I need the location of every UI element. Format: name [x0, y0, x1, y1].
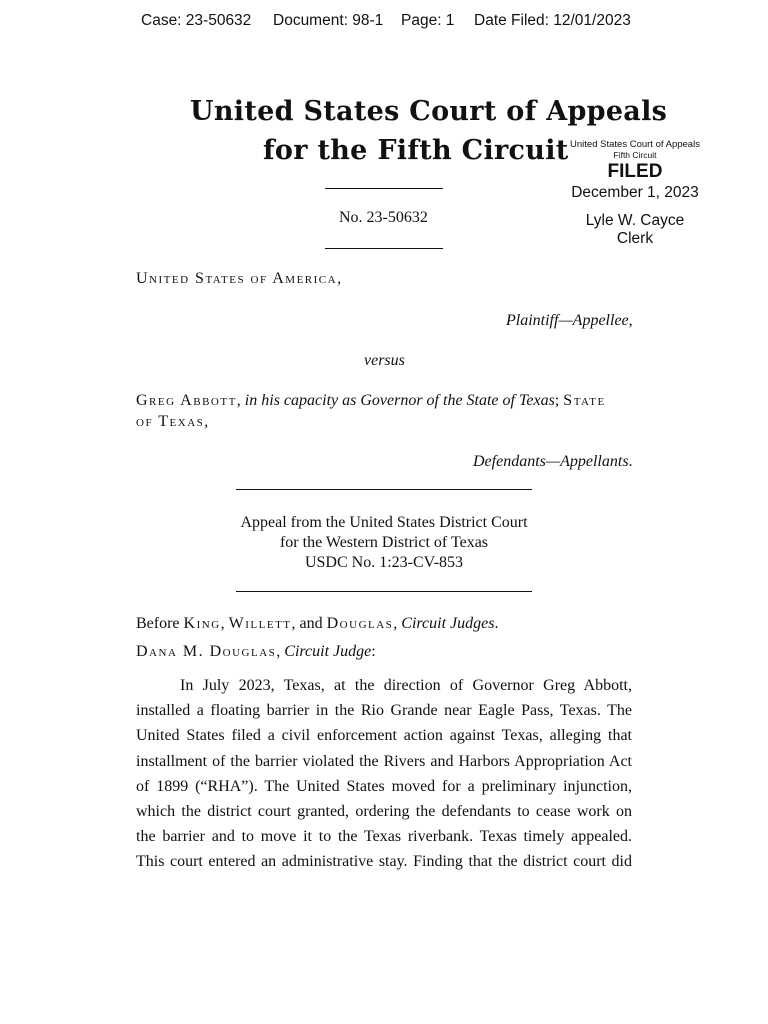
- opinion-line: of 1899 (“RHA”). The United States moved for a preliminary injunction,: [136, 777, 632, 795]
- opinion-line: which the district court granted, ordering the defendants to cease work on: [136, 802, 632, 820]
- divider: [236, 591, 532, 592]
- document-number-header: Document: 98-1: [273, 12, 384, 29]
- divider: [236, 489, 532, 490]
- defendant-role-punct: .: [628, 453, 633, 470]
- panel-sep1: ,: [220, 615, 229, 632]
- author-sep: ,: [276, 643, 285, 660]
- versus: versus: [364, 352, 405, 369]
- appeal-line1: Appeal from the United States District Court: [240, 514, 528, 531]
- appeal-line3: USDC No. 1:23-CV-853: [304, 554, 464, 571]
- stamp-filed: FILED: [607, 161, 663, 182]
- case-number: No. 23-50632: [339, 209, 428, 226]
- panel-end: .: [494, 615, 499, 632]
- defendant-line2: of Texas,: [136, 413, 210, 430]
- defendant-name: Greg Abbott: [136, 392, 237, 409]
- opinion-text: [136, 676, 632, 878]
- opinion-line: This court entered an administrative stay. Finding that the district court did: [136, 853, 632, 871]
- plaintiff-role: [506, 312, 633, 330]
- defendant-capacity: in his capacity as Governor of the State of Texas: [244, 392, 555, 409]
- stamp-clerk-name: Lyle W. Cayce: [585, 212, 685, 229]
- panel-sep2: , and: [291, 615, 327, 632]
- defendant-role-text: Defendants—Appellants: [473, 453, 629, 470]
- author-title: Circuit Judge: [284, 643, 372, 660]
- defendant-state: State: [563, 392, 606, 409]
- panel-title: Circuit Judges: [401, 615, 495, 632]
- defendant-role: [473, 453, 633, 471]
- appeal-line2: for the Western District of Texas: [279, 534, 489, 551]
- court-title-line2: for the Fifth Circuit: [263, 135, 569, 166]
- divider: [325, 188, 443, 189]
- page-number-header: Page: 1: [401, 12, 455, 29]
- opinion-line: installed a floating barrier in the Rio Grande near Eagle Pass, Texas. The: [136, 702, 632, 720]
- author-line: [136, 643, 376, 661]
- defendant-semicolon: ;: [554, 392, 564, 409]
- plaintiff-name: United States of America,: [136, 270, 343, 287]
- court-title-line1: United States Court of Appeals: [190, 96, 668, 127]
- opinion-line: the barrier and to move it to the Texas riverbank. Texas timely appealed.: [136, 828, 632, 846]
- opinion-line: installment of the barrier violated the Rivers and Harbors Appropriation Act: [136, 752, 632, 770]
- before-label: Before: [136, 615, 184, 632]
- author-name: Dana M. Douglas: [136, 643, 277, 660]
- case-number-header: Case: 23-50632: [141, 12, 252, 29]
- defendant-sep: ,: [236, 392, 245, 409]
- plaintiff-role-punct: ,: [628, 312, 633, 329]
- docket-header: [0, 12, 768, 34]
- opinion-line: United States filed a civil enforcement action against Texas, alleging that: [136, 727, 632, 745]
- stamp-date: December 1, 2023: [571, 184, 699, 201]
- plaintiff-role-text: Plaintiff—Appellee: [506, 312, 629, 329]
- panel-line: [136, 615, 498, 633]
- judge-king: King: [183, 615, 221, 632]
- opinion-line: In July 2023, Texas, at the direction of Governor Greg Abbott,: [180, 677, 632, 694]
- date-filed-header: Date Filed: 12/01/2023: [474, 12, 631, 29]
- defendant-line1: [136, 392, 606, 410]
- stamp-circuit: Fifth Circuit: [613, 150, 657, 160]
- judge-douglas: Douglas: [326, 615, 394, 632]
- judge-willett: Willett: [228, 615, 292, 632]
- stamp-court: United States Court of Appeals: [570, 139, 700, 150]
- divider: [325, 248, 443, 249]
- author-end: :: [371, 643, 376, 660]
- panel-sep3: ,: [393, 615, 402, 632]
- stamp-clerk-title: Clerk: [616, 230, 654, 247]
